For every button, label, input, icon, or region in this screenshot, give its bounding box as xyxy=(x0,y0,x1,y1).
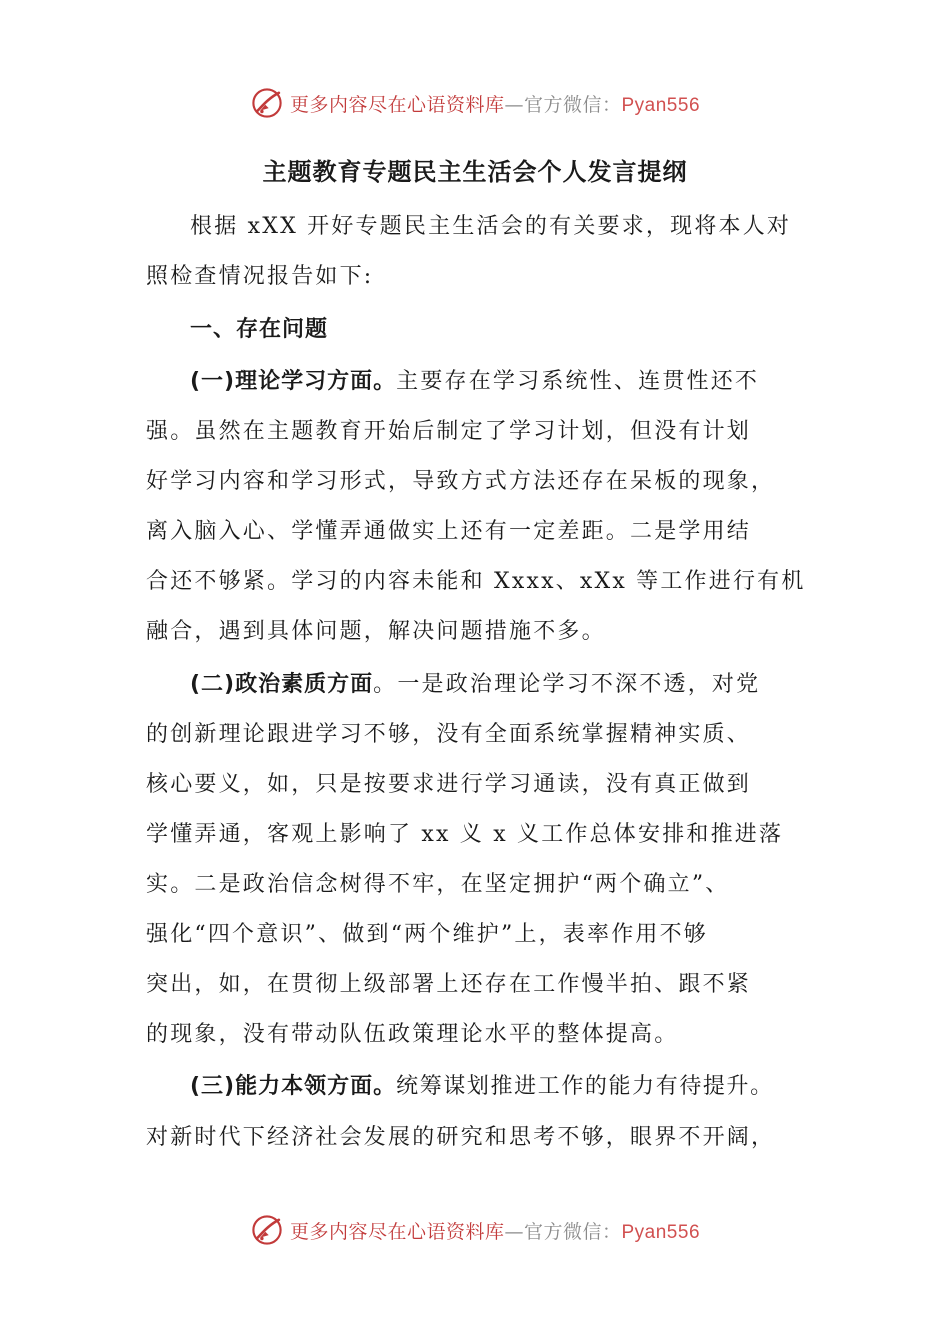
item1-line-1 xyxy=(190,365,759,399)
item1-line-1-text: 主要存在学习系统性、连贯性还不 xyxy=(396,369,760,394)
watermark-main: 更多内容尽在心语资料库 xyxy=(289,93,505,116)
item2-line-7: 突出，如，在贯彻上级部署上还存在工作慢半拍、跟不紧 xyxy=(146,972,752,997)
section-heading-issues: 一、存在问题 xyxy=(190,317,329,342)
watermark-text xyxy=(290,90,700,117)
item1-line-6: 融合，遇到具体问题，解决问题措施不多。 xyxy=(146,619,606,644)
document-title: 主题教育专题民主生活会个人发言提纲 xyxy=(262,158,688,186)
watermark-text xyxy=(290,1217,700,1244)
item2-line-6: 强化“四个意识”、做到“两个维护”上，表率作用不够 xyxy=(146,922,708,947)
item2-line-8: 的现象，没有带动队伍政策理论水平的整体提高。 xyxy=(146,1022,679,1047)
item3-line-1 xyxy=(190,1070,774,1104)
pen-logo-icon xyxy=(250,86,284,120)
item1-line-3: 好学习内容和学习形式，导致方式方法还存在呆板的现象， xyxy=(146,469,776,494)
item1-line-5: 合还不够紧。学习的内容未能和 Xxxx、xXx 等工作进行有机 xyxy=(146,569,806,594)
item1-heading: (一)理论学习方面。 xyxy=(190,369,397,394)
pen-logo-icon xyxy=(250,1213,284,1247)
watermark-official: —官方微信： xyxy=(504,1220,622,1243)
item3-line-2: 对新时代下经济社会发展的研究和思考不够，眼界不开阔， xyxy=(146,1125,776,1150)
item2-line-5: 实。二是政治信念树得不牢，在坚定拥护“两个确立”、 xyxy=(146,872,730,897)
watermark-id: Pyan556 xyxy=(621,1221,701,1243)
item1-line-4: 离入脑入心、学懂弄通做实上还有一定差距。二是学用结 xyxy=(146,519,752,544)
item2-heading: (二)政治素质方面 xyxy=(190,672,374,697)
intro-line-1: 根据 xXX 开好专题民主生活会的有关要求，现将本人对 xyxy=(190,214,792,239)
watermark-official: —官方微信： xyxy=(504,93,622,116)
item3-line-1-text: 统筹谋划推进工作的能力有待提升。 xyxy=(396,1074,774,1099)
item1-line-2: 强。虽然在主题教育开始后制定了学习计划，但没有计划 xyxy=(146,419,752,444)
watermark-footer xyxy=(0,1210,950,1250)
watermark-main: 更多内容尽在心语资料库 xyxy=(289,1220,505,1243)
item2-line-1-text: 。一是政治理论学习不深不透，对党 xyxy=(373,672,761,697)
item3-heading: (三)能力本领方面。 xyxy=(190,1074,397,1099)
intro-line-2: 照检查情况报告如下: xyxy=(146,264,374,289)
item2-line-2: 的创新理论跟进学习不够，没有全面系统掌握精神实质、 xyxy=(146,722,752,747)
item2-line-3: 核心要义，如，只是按要求进行学习通读，没有真正做到 xyxy=(146,772,752,797)
item2-line-1 xyxy=(190,668,760,702)
watermark-id: Pyan556 xyxy=(621,94,701,116)
item2-line-4: 学懂弄通，客观上影响了 xx 义 x 义工作总体安排和推进落 xyxy=(146,822,784,847)
watermark-header xyxy=(0,83,950,123)
